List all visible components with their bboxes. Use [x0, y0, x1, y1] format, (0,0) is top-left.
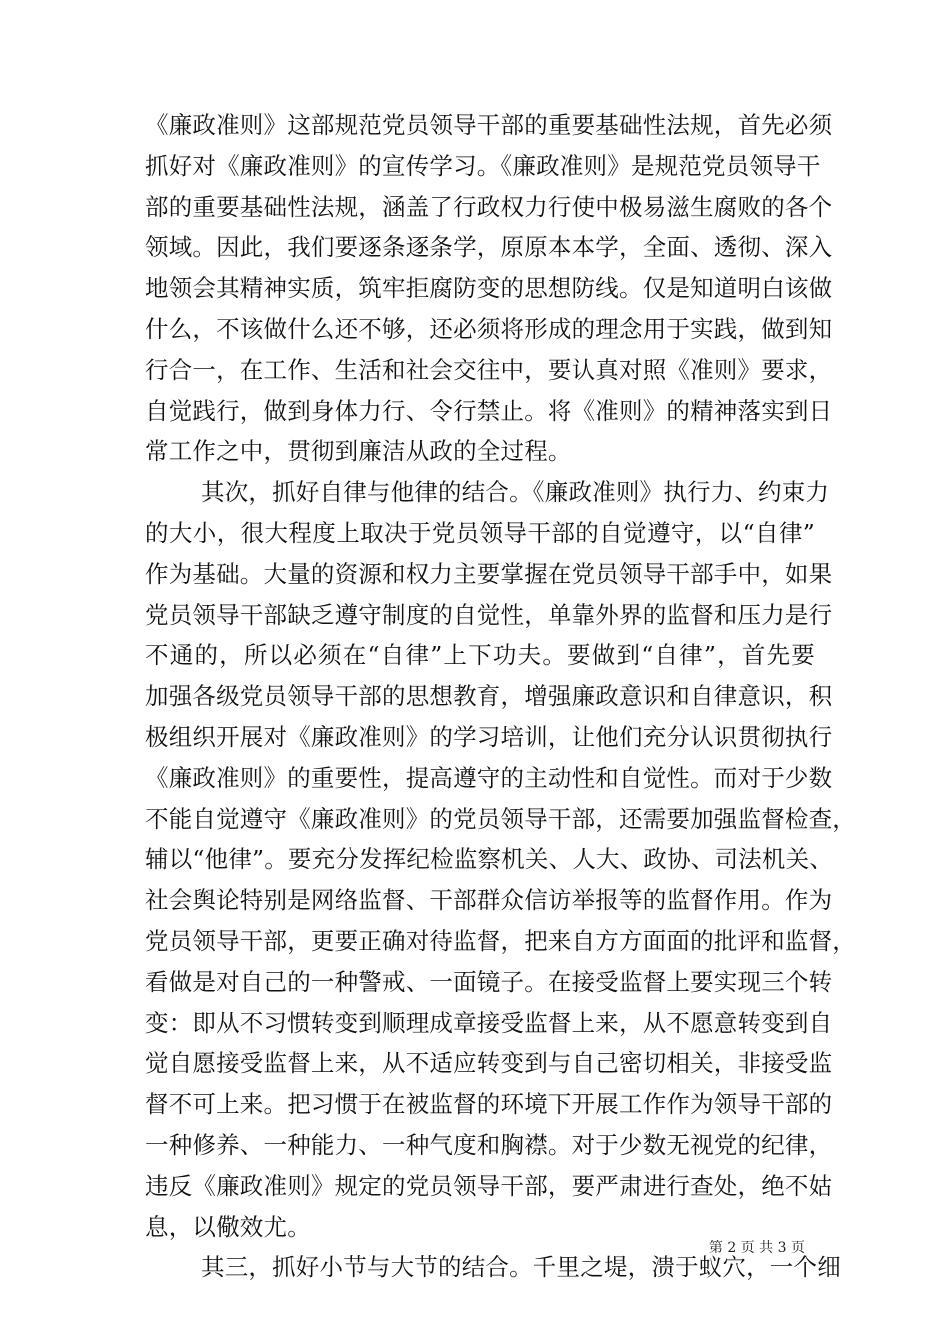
text-line: 一种修养、一种能力、一种气度和胸襟。对于少数无视党的纪律，: [145, 1130, 833, 1159]
text-line: 极组织开展对《廉政准则》的学习培训，让他们充分认识贯彻执行: [145, 722, 833, 751]
text-line: 不通的，所以必须在“自律”上下功夫。要做到“自律”，首先要: [145, 641, 815, 670]
text-line: 《廉政准则》的重要性，提高遵守的主动性和自觉性。而对于少数: [145, 763, 833, 792]
text-line: 作为基础。大量的资源和权力主要掌握在党员领导干部手中，如果: [145, 559, 833, 588]
text-line: 息，以儆效尤。: [145, 1212, 311, 1241]
text-line: 党员领导干部，更要正确对待监督，把来自方方面面的批评和监督，: [145, 926, 856, 955]
text-line: 抓好对《廉政准则》的宣传学习。《廉政准则》是规范党员领导干: [145, 151, 821, 180]
text-line: 行合一，在工作、生活和社会交往中，要认真对照《准则》要求，: [145, 355, 833, 384]
text-line: 督不可上来。把习惯于在被监督的环境下开展工作作为领导干部的: [145, 1090, 833, 1119]
text-line: 违反《廉政准则》规定的党员领导干部，要严肃进行查处，绝不姑: [145, 1171, 833, 1200]
text-line: 党员领导干部缺乏遵守制度的自觉性，单靠外界的监督和压力是行: [145, 600, 833, 629]
text-line: 看做是对自己的一种警戒、一面镜子。在接受监督上要实现三个转: [145, 967, 833, 996]
text-line: 自觉践行，做到身体力行、令行禁止。将《准则》的精神落实到日: [145, 396, 833, 425]
text-line: 社会舆论特别是网络监督、干部群众信访举报等的监督作用。作为: [145, 886, 833, 915]
text-line: 不能自觉遵守《廉政准则》的党员领导干部，还需要加强监督检查，: [145, 804, 856, 833]
text-line: 《廉政准则》这部规范党员领导干部的重要基础性法规，首先必须: [145, 111, 833, 139]
text-line: 部的重要基础性法规，涵盖了行政权力行使中极易滋生腐败的各个: [145, 192, 833, 221]
text-line: 加强各级党员领导干部的思想教育，增强廉政意识和自律意识，积: [145, 682, 833, 711]
document-body: [145, 105, 856, 1288]
text-line: 什么，不该做什么还不够，还必须将形成的理念用于实践，做到知: [145, 314, 833, 343]
text-line: 地领会其精神实质，筑牢拒腐防变的思想防线。仅是知道明白该做: [145, 274, 833, 303]
text-line: 变：即从不习惯转变到顺理成章接受监督上来，从不愿意转变到自: [145, 1008, 833, 1037]
paragraph-first-line: 其次，抓好自律与他律的结合。《廉政准则》执行力、约束力: [201, 478, 830, 507]
text-line: 觉自愿接受监督上来，从不适应转变到与自己密切相关，非接受监: [145, 1049, 833, 1078]
text-line: 辅以“他律”。要充分发挥纪检监察机关、人大、政协、司法机关、: [145, 845, 834, 874]
text-line: 的大小，很大程度上取决于党员领导干部的自觉遵守，以“自律”: [145, 518, 815, 547]
text-line: 领域。因此，我们要逐条逐条学，原原本本学，全面、透彻、深入: [145, 233, 833, 262]
paragraph-first-line: 其三，抓好小节与大节的结合。千里之堤，溃于蚁穴，一个细: [201, 1253, 841, 1282]
page-number-footer: 第 2 页 共 3 页: [708, 1240, 805, 1256]
text-line: 常工作之中，贯彻到廉洁从政的全过程。: [145, 437, 572, 466]
